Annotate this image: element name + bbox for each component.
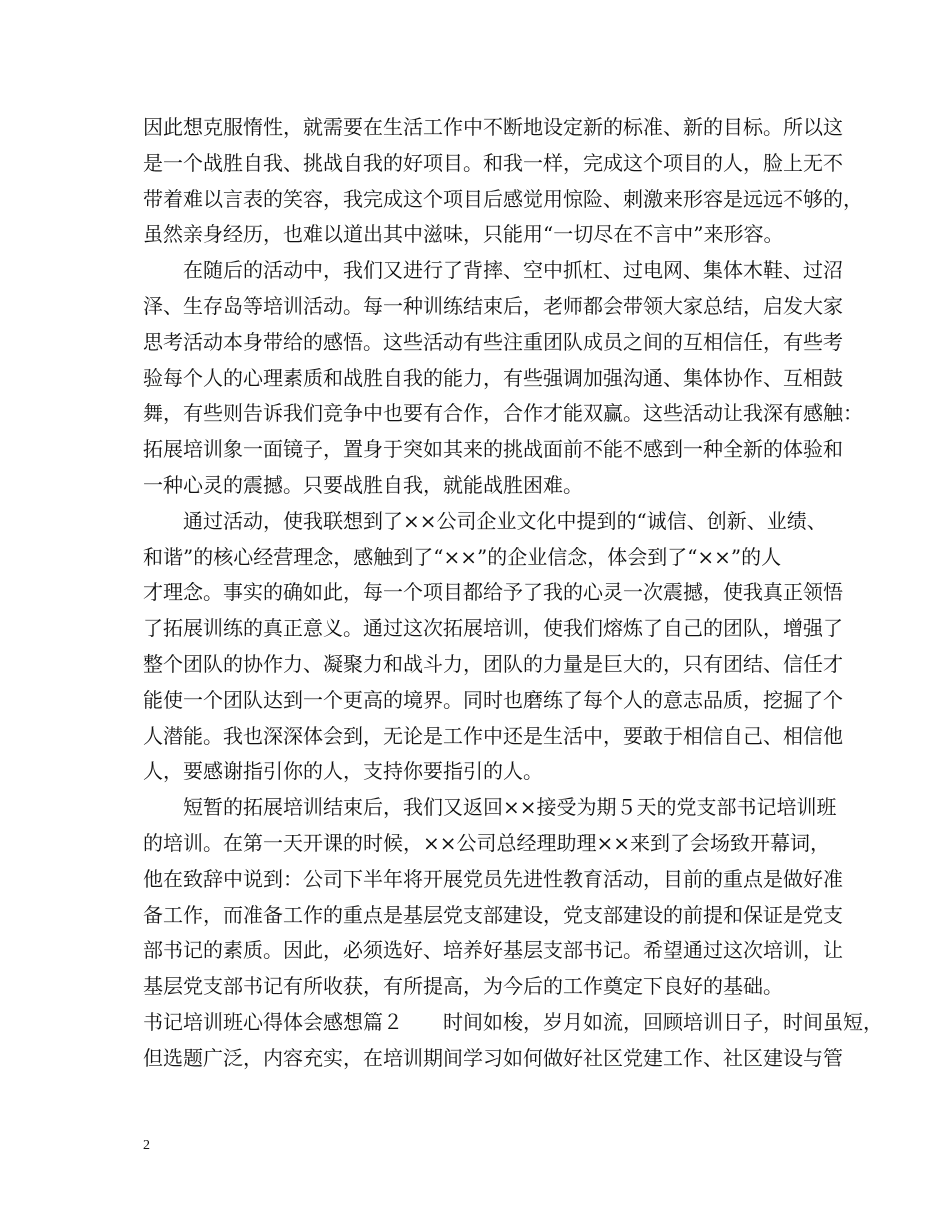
- text-line: 整个团队的协作力、凝聚力和战斗力，团队的力量是巨大的，只有团结、信任才: [143, 651, 843, 676]
- text-line: 带着难以言表的笑容，我完成这个项目后感觉用惊险、刺激来形容是远远不够的，: [143, 186, 863, 211]
- text-line: 拓展培训象一面镜子，置身于突如其来的挑战面前不能不感到一种全新的体验和: [143, 437, 843, 462]
- text-line: 他在致辞中说到：公司下半年将开展党员先进性教育活动，目前的重点是做好准: [143, 866, 843, 891]
- text-line: 一种心灵的震撼。只要战胜自我，就能战胜困难。: [143, 472, 583, 497]
- text-line: 虽然亲身经历，也难以道出其中滋味，只能用“一切尽在不言中”来形容。: [143, 222, 784, 247]
- text-line: 基层党支部书记有所收获，有所提高，为今后的工作奠定下良好的基础。: [143, 974, 783, 999]
- text-line: 是一个战胜自我、挑战自我的好项目。和我一样，完成这个项目的人，脸上无不: [143, 150, 843, 175]
- text-line: 思考活动本身带给的感悟。这些活动有些注重团队成员之间的互相信任，有些考: [143, 329, 843, 354]
- text-line: 因此想克服惰性，就需要在生活工作中不断地设定新的标准、新的目标。所以这: [143, 115, 843, 139]
- paragraph-start-line: 在随后的活动中，我们又进行了背摔、空中抓杠、过电网、集体木鞋、过沼: [183, 258, 843, 283]
- text-line: 才理念。事实的确如此，每一个项目都给予了我的心灵一次震撼，使我真正领悟: [143, 580, 843, 605]
- text-line: 验每个人的心理素质和战胜自我的能力，有些强调加强沟通、集体协作、互相鼓: [143, 365, 843, 390]
- text-line: 人潜能。我也深深体会到，无论是工作中还是生活中，要敢于相信自己、相信他: [143, 723, 843, 748]
- text-line: 舞，有些则告诉我们竞争中也要有合作，合作才能双赢。这些活动让我深有感触：: [143, 401, 863, 426]
- page-number: 2: [143, 1138, 150, 1153]
- paragraph-start-line: 短暂的拓展培训结束后，我们又返回××接受为期５天的党支部书记培训班: [183, 795, 837, 820]
- text-line: 了拓展训练的真正意义。通过这次拓展培训，使我们熔炼了自己的团队，增强了: [143, 616, 843, 641]
- text-line: 但选题广泛，内容充实，在培训期间学习如何做好社区党建工作、社区建设与管: [143, 1045, 843, 1070]
- text-line: 部书记的素质。因此，必须选好、培养好基层支部书记。希望通过这次培训，让: [143, 938, 843, 963]
- text-line: 的培训。在第一天开课的时候，××公司总经理助理××来到了会场致开幕词，: [143, 830, 831, 855]
- text-line: 泽、生存岛等培训活动。每一种训练结束后，老师都会带领大家总结，启发大家: [143, 293, 843, 318]
- document-body: [143, 110, 883, 1077]
- text-line: 人，要感谢指引你的人，支持你要指引的人。: [143, 759, 543, 784]
- text-line: 备工作，而准备工作的重点是基层党支部建设，党支部建设的前提和保证是党支: [143, 902, 843, 927]
- section-title-line: 书记培训班心得体会感想篇２ 时间如梭，岁月如流，回顾培训日子，时间虽短，: [143, 1009, 883, 1034]
- paragraph-start-line: 通过活动，使我联想到了××公司企业文化中提到的“诚信、创新、业绩、: [183, 508, 827, 533]
- text-line: 能使一个团队达到一个更高的境界。同时也磨练了每个人的意志品质，挖掘了个: [143, 687, 843, 712]
- text-line: 和谐”的核心经营理念，感触到了“××”的企业信念，体会到了“××”的人: [143, 544, 782, 569]
